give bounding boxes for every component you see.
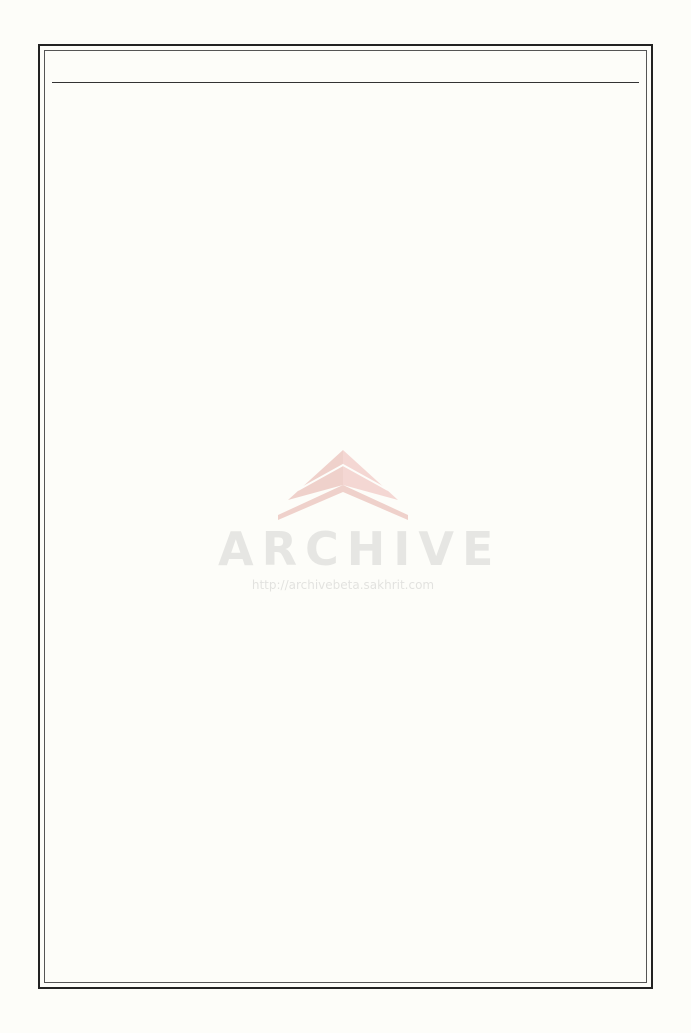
running-head: [52, 52, 639, 83]
page-footer: [52, 990, 639, 1024]
watermark-url: http://archivebeta.sakhrit.com: [251, 578, 435, 592]
watermark-text: ARCHIVE: [218, 522, 502, 576]
article-body: [60, 228, 636, 973]
